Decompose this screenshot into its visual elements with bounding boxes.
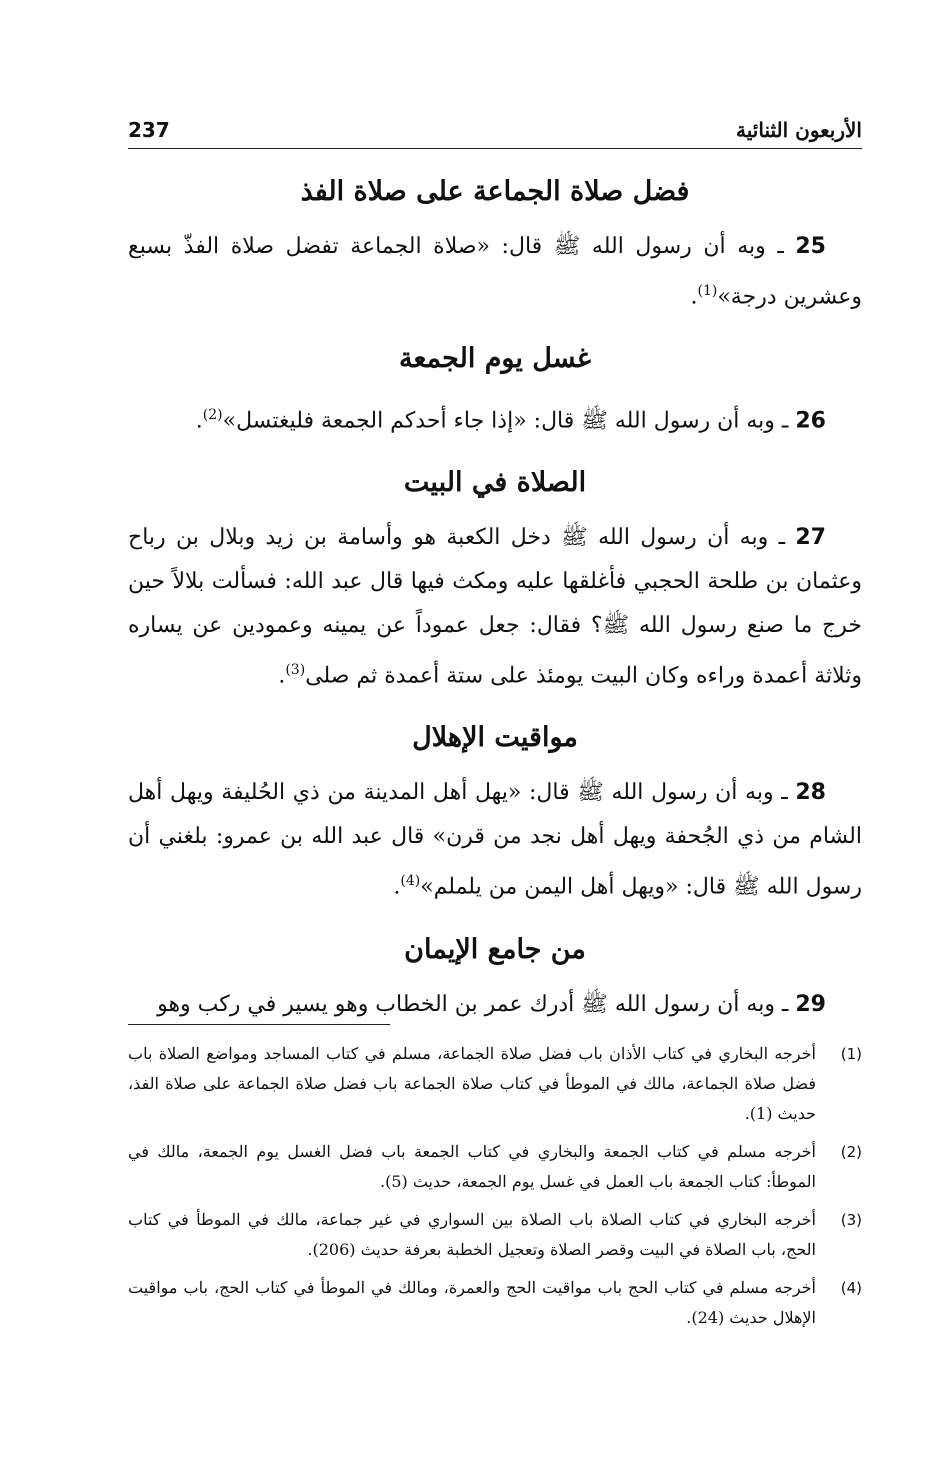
section-heading: فضل صلاة الجماعة على صلاة الفذ <box>300 176 690 207</box>
hadith-end: . <box>195 407 203 433</box>
footnote-text: أخرجه البخاري في كتاب الصلاة باب الصلاة بين السواري في غير جماعة، مالك في الموطأ في كتاب الحج، باب الصلاة في البيت وقصر الصلاة وتعجيل الخطبة بعرفة حديث (206). <box>128 1210 816 1259</box>
hadith-paragraph <box>128 516 862 698</box>
footnote-reference: (4) <box>400 873 421 890</box>
section-congregation-prayer <box>128 174 862 319</box>
hadith-text: ـ وبه أن رسول الله ﷺ أدرك عمر بن الخطاب وهو يسير في ركب وهو <box>157 991 796 1017</box>
footnote <box>128 1205 862 1265</box>
footnote-reference: (2) <box>202 406 223 423</box>
hadith-paragraph <box>128 771 862 909</box>
book-title: الأربعون الثنائية <box>736 118 862 142</box>
section-ihram-stations <box>128 720 862 909</box>
section-collected-faith <box>128 932 862 1027</box>
hadith-number: 27 <box>795 524 826 550</box>
footnote-reference: (3) <box>285 661 306 678</box>
footnote-number: (2) <box>840 1143 862 1161</box>
page-number: 237 <box>128 118 170 142</box>
section-heading: غسل يوم الجمعة <box>399 343 591 375</box>
hadith-number: 28 <box>795 780 826 806</box>
hadith-number: 25 <box>795 234 826 260</box>
hadith-end: . <box>393 874 401 900</box>
footnote-number: (3) <box>840 1211 862 1229</box>
hadith-number: 29 <box>795 991 826 1017</box>
footnote-reference: (1) <box>697 283 718 300</box>
footnote-text: أخرجه مسلم في كتاب الحج باب مواقيت الحج والعمرة، ومالك في الموطأ في كتاب الحج، باب مواقيت الإهلال حديث (24). <box>128 1278 816 1327</box>
section-heading: الصلاة في البيت <box>403 466 587 498</box>
footnotes <box>128 1024 862 1341</box>
footnote-text: أخرجه البخاري في كتاب الأذان باب فضل صلاة الجماعة، مسلم في كتاب المساجد ومواضع الصلاة باب فضل صلاة الجماعة، مالك في الموطأ في كتاب صلاة الجماعة باب فضل صلاة الجماعة على صلاة الفذ، حديث (1). <box>128 1044 816 1123</box>
footnote-text: أخرجه مسلم في كتاب الجمعة والبخاري في كتاب الجمعة باب فضل الغسل يوم الجمعة، مالك في الموطأ: كتاب الجمعة باب العمل في غسل يوم الجمعة، حديث (5). <box>128 1142 816 1191</box>
hadith-paragraph <box>128 393 862 443</box>
hadith-text: ـ وبه أن رسول الله ﷺ قال: «إذا جاء أحدكم الجمعة فليغتسل» <box>222 407 796 433</box>
hadith-text: ـ وبه أن رسول الله ﷺ دخل الكعبة هو وأسامة بن زيد وبلال بن رباح وعثمان بن طلحة الحجبي فأغلقها عليه ومكث فيها قال عبد الله: فسألت بلالاً حين خرج ما صنع رسول الله ﷺ؟ فقال: جعل عموداً عن يمينه وعمودين عن يساره وثلاثة أعمدة وراءه وكان البيت يومئذ على ستة أعمدة ثم صلى <box>128 524 862 689</box>
running-header <box>128 118 862 149</box>
footnote-number: (1) <box>840 1045 862 1063</box>
hadith-text: ـ وبه أن رسول الله ﷺ قال: «صلاة الجماعة تفضل صلاة الفذّ بسبع وعشرين درجة» <box>128 234 862 310</box>
hadith-paragraph <box>128 225 862 319</box>
section-prayer-in-kaaba <box>128 465 862 698</box>
footnote <box>128 1273 862 1333</box>
section-heading: مواقيت الإهلال <box>412 722 578 754</box>
footnote <box>128 1137 862 1197</box>
main-text <box>128 160 862 1049</box>
hadith-text: ـ وبه أن رسول الله ﷺ قال: «يهل أهل المدينة من ذي الحُليفة ويهل أهل الشام من ذي الجُحفة ويهل أهل نجد من قرن» قال عبد الله بن عمرو: بلغني أن رسول الله ﷺ قال: «ويهل أهل اليمن من يلملم» <box>128 780 862 900</box>
section-friday-bath <box>128 341 862 442</box>
hadith-end: . <box>278 663 286 689</box>
footnote <box>128 1039 862 1129</box>
hadith-paragraph <box>128 983 862 1027</box>
hadith-number: 26 <box>795 407 826 433</box>
hadith-end: . <box>690 284 698 310</box>
footnote-number: (4) <box>840 1279 862 1297</box>
section-heading: من جامع الإيمان <box>404 933 586 965</box>
footnote-divider <box>128 1024 390 1025</box>
